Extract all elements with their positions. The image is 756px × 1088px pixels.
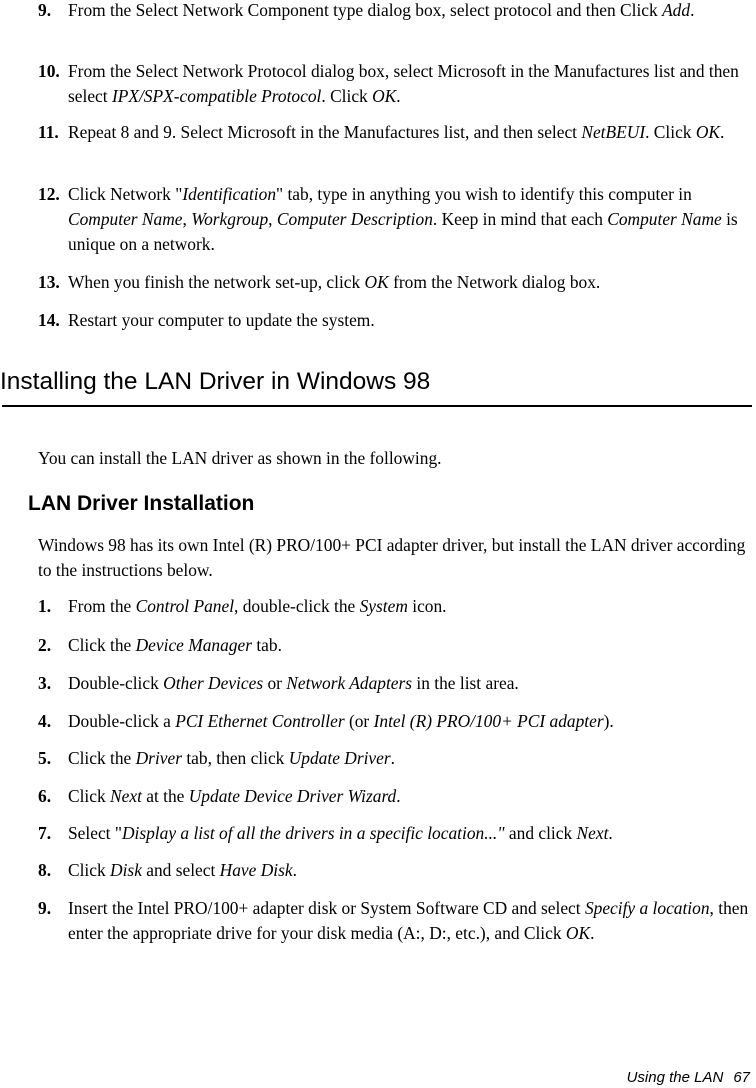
list-item — [38, 671, 750, 696]
footer-label: Using the LAN — [626, 1069, 724, 1086]
step-number: 6. — [38, 786, 52, 806]
list-item — [38, 59, 750, 109]
step-number: 8. — [38, 860, 52, 880]
step-text: Insert the Intel PRO/100+ adapter disk or System Software CD and select Specify a location, then enter the appropriate drive for your disk media (A:, D:, etc.), and Click OK. — [68, 898, 749, 943]
step-number: 9. — [38, 898, 52, 918]
step-text: From the Select Network Protocol dialog box, select Microsoft in the Manufactures list and then select IPX/SPX-compatible Protocol. Click OK. — [68, 61, 739, 106]
page-number: 67 — [733, 1069, 750, 1086]
intro-paragraph: You can install the LAN driver as shown in the following. — [38, 448, 442, 468]
list-item — [38, 821, 750, 846]
step-number: 1. — [38, 596, 52, 616]
step-text: From the Select Network Component type dialog box, select protocol and then Click Add. — [68, 0, 695, 20]
step-number: 4. — [38, 711, 52, 731]
list-item — [38, 858, 750, 883]
step-text: Double-click Other Devices or Network Adapters in the list area. — [68, 673, 519, 693]
list-item — [38, 182, 750, 257]
step-text: When you finish the network set-up, click OK from the Network dialog box. — [68, 272, 601, 292]
step-text: Click the Driver tab, then click Update Driver. — [68, 748, 396, 768]
step-number: 9. — [38, 0, 52, 20]
step-number: 7. — [38, 823, 52, 843]
step-number: 13. — [38, 272, 60, 292]
step-text: Restart your computer to update the system. — [68, 310, 375, 330]
section-divider — [2, 405, 752, 407]
step-text: Select "Display a list of all the drivers in a specific location..." and click Next. — [68, 823, 613, 843]
list-item — [38, 633, 750, 658]
step-number: 10. — [38, 61, 60, 81]
step-text: Click Disk and select Have Disk. — [68, 860, 297, 880]
step-number: 2. — [38, 635, 52, 655]
list-item — [38, 0, 750, 23]
step-number: 14. — [38, 310, 60, 330]
section-title: Installing the LAN Driver in Windows 98 — [0, 368, 431, 395]
step-text: Repeat 8 and 9. Select Microsoft in the Manufactures list, and then select NetBEUI. Click OK. — [68, 122, 725, 142]
list-item — [38, 784, 750, 809]
step-text: Click Network "Identification" tab, type in anything you wish to identify this computer in Computer Name, Workgroup, Computer Description. Keep in mind that each Computer Name is unique on a network. — [68, 184, 738, 254]
list-item — [38, 746, 750, 771]
subsection-intro: Windows 98 has its own Intel (R) PRO/100+ PCI adapter driver, but install the LAN driver according to the instructions below. — [38, 535, 746, 580]
subsection-title: LAN Driver Installation — [28, 492, 255, 515]
step-number: 12. — [38, 184, 60, 204]
step-number: 3. — [38, 673, 52, 693]
step-number: 11. — [38, 122, 59, 142]
step-text: Click Next at the Update Device Driver Wizard. — [68, 786, 401, 806]
list-item — [38, 709, 750, 734]
page-footer — [627, 1069, 750, 1087]
list-item — [38, 270, 750, 295]
list-item — [38, 594, 750, 619]
list-item — [38, 896, 750, 946]
step-text: From the Control Panel, double-click the System icon. — [68, 596, 447, 616]
step-text: Double-click a PCI Ethernet Controller (or Intel (R) PRO/100+ PCI adapter). — [68, 711, 614, 731]
list-item — [38, 308, 750, 333]
step-text: Click the Device Manager tab. — [68, 635, 282, 655]
step-number: 5. — [38, 748, 52, 768]
list-item — [38, 120, 750, 145]
